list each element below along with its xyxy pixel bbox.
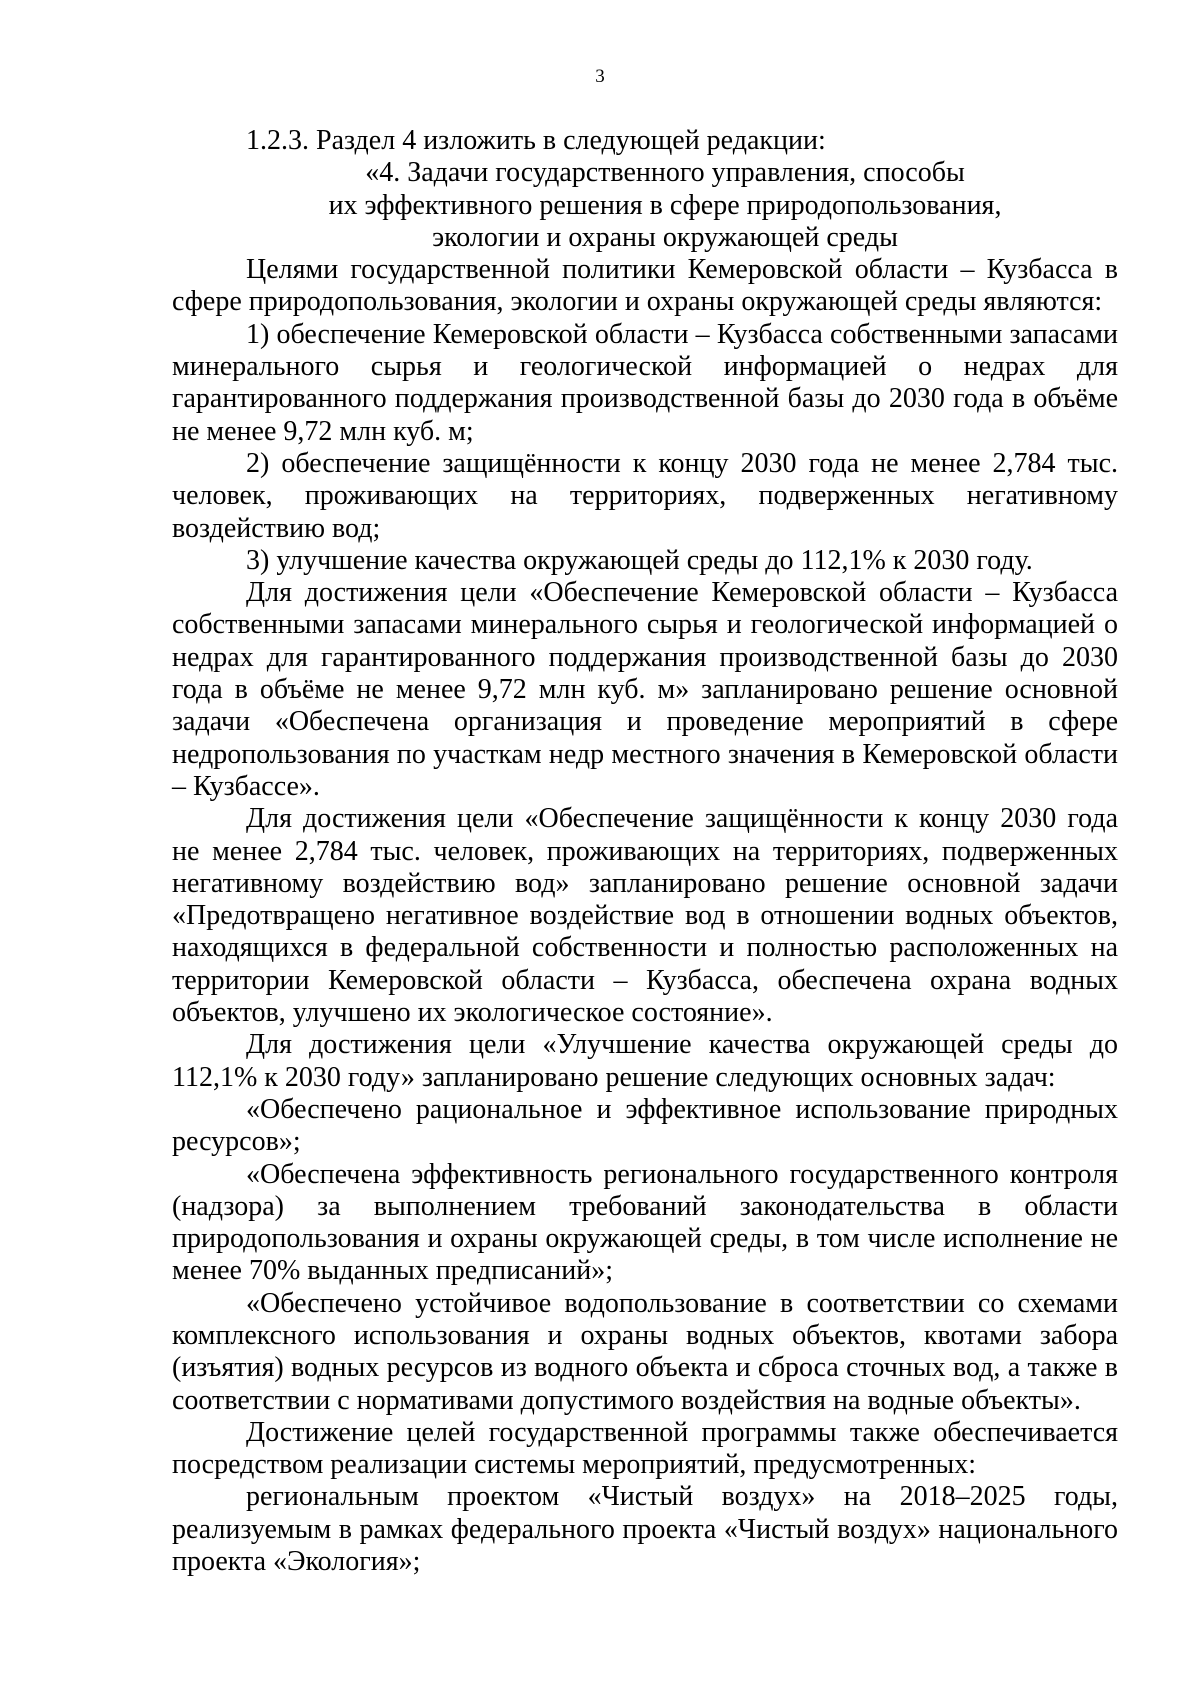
- paragraph-goal-1-task: Для достижения цели «Обеспечение Кемеровской области – Кузбасса собственными запасами минерального сырья и геологической информацией о недрах для гарантированного поддержания производственной базы до 2030 года в объёме не менее 9,72 млн куб. м» запланировано решение основной задачи «Обеспечена организация и проведение мероприятий в сфере недропользования по участкам недр местного значения в Кемеровской области – Кузбассе».: [172, 577, 1118, 802]
- goal-item-3: 3) улучшение качества окружающей среды до 112,1% к 2030 году.: [246, 544, 1033, 576]
- task-item-1: «Обеспечено рациональное и эффективное использование природных ресурсов»;: [172, 1093, 1118, 1158]
- goals-list: [172, 319, 1118, 577]
- task-item-3: «Обеспечено устойчивое водопользование в соответствии со схемами комплексного использования и охраны водных объектов, квотами забора (изъятия) водных ресурсов из водного объекта и сброса сточных вод, а также в соответствии с нормативами допустимого воздействия на водные объекты».: [172, 1287, 1118, 1416]
- task-item-2: «Обеспечена эффективность регионального государственного контроля (надзора) за выполнением требований законодательства в области природопользования и охраны окружающей среды, в том числе исполнение не менее 70% выданных предписаний»;: [172, 1158, 1118, 1287]
- section-title: [172, 157, 1118, 254]
- section-title-line-1: «4. Задачи государственного управления, способы: [365, 157, 965, 189]
- section-title-line-2: их эффективного решения в сфере природопользования,: [328, 189, 1002, 221]
- document-body: [172, 125, 1118, 1578]
- paragraph-program-measures: Достижение целей государственной программы также обеспечивается посредством реализации системы мероприятий, предусмотренных:: [172, 1416, 1118, 1481]
- paragraph-goal-3-tasks-intro: Для достижения цели «Улучшение качества окружающей среды до 112,1% к 2030 году» запланировано решение следующих основных задач:: [172, 1029, 1118, 1093]
- goal-item-2: 2) обеспечение защищённости к концу 2030 года не менее 2,784 тыс. человек, проживающих на территориях, подверженных негативному воздействию вод;: [172, 447, 1118, 544]
- amendment-intro: 1.2.3. Раздел 4 изложить в следующей редакции:: [246, 125, 826, 156]
- goal-item-1: 1) обеспечение Кемеровской области – Кузбасса собственными запасами минерального сырья и геологической информацией о недрах для гарантированного поддержания производственной базы до 2030 года в объёме не менее 9,72 млн куб. м;: [172, 318, 1118, 447]
- paragraph-regional-project: региональным проектом «Чистый воздух» на 2018–2025 годы, реализуемым в рамках федерального проекта «Чистый воздух» национального проекта «Экология»;: [172, 1481, 1118, 1578]
- page-number: 3: [595, 66, 605, 87]
- goals-intro-paragraph: Целями государственной политики Кемеровской области – Кузбасса в сфере природопользования, экологии и охраны окружающей среды являются:: [172, 254, 1118, 318]
- paragraph-goal-2-task: Для достижения цели «Обеспечение защищённости к концу 2030 года не менее 2,784 тыс. человек, проживающих на территориях, подверженных негативному воздействию вод» запланировано решение основной задачи «Предотвращено негативное воздействие вод в отношении водных объектов, находящихся в федеральной собственности и полностью расположенных на территории Кемеровской области – Кузбасса, обеспечена охрана водных объектов, улучшено их экологическое состояние».: [172, 803, 1118, 1029]
- section-title-line-3: экологии и охраны окружающей среды: [432, 221, 898, 253]
